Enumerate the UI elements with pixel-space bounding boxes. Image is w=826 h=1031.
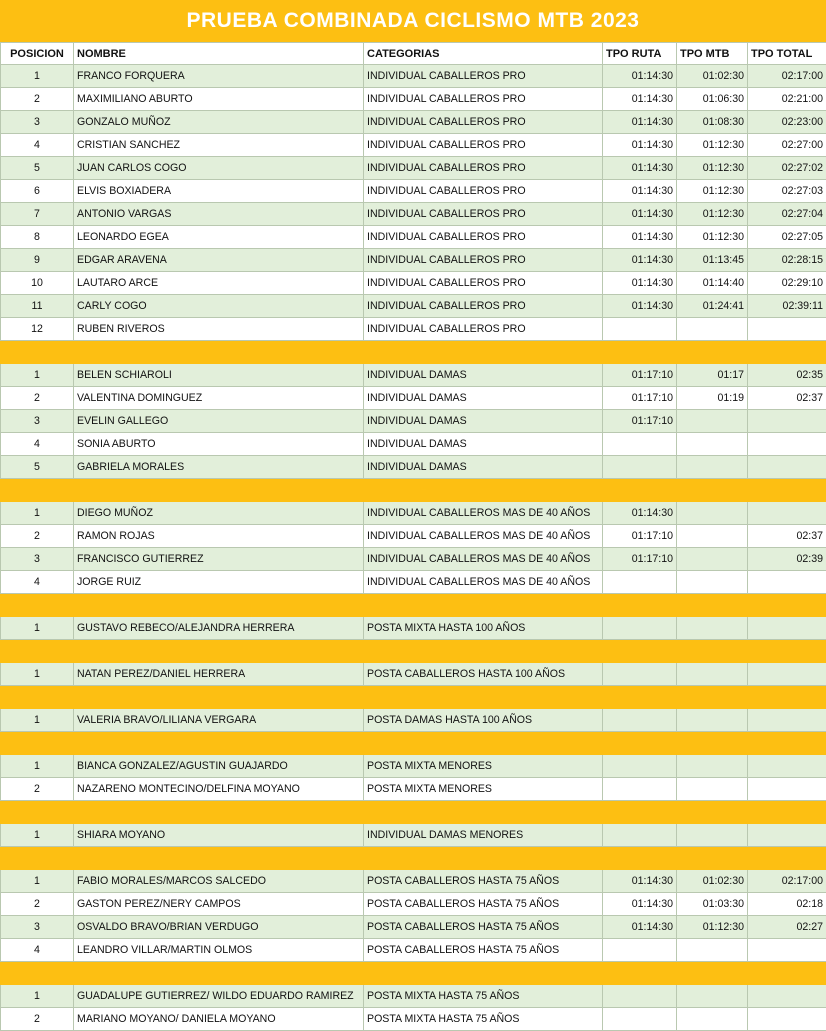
cell-tpo-total: 02:37 — [748, 387, 826, 410]
cell-posicion: 4 — [1, 939, 74, 962]
cell-tpo-total: 02:35 — [748, 364, 826, 387]
cell-categoria: POSTA MIXTA HASTA 75 AÑOS — [364, 985, 603, 1008]
table-row — [1, 502, 826, 525]
table-row — [1, 272, 826, 295]
cell-categoria: INDIVIDUAL CABALLEROS PRO — [364, 295, 603, 318]
separator-cell — [1, 341, 826, 364]
cell-tpo-total: 02:27:03 — [748, 180, 826, 203]
cell-tpo-mtb: 01:12:30 — [677, 134, 748, 157]
table-row — [1, 387, 826, 410]
table-row — [1, 456, 826, 479]
cell-categoria: INDIVIDUAL CABALLEROS PRO — [364, 111, 603, 134]
cell-tpo-total: 02:21:00 — [748, 88, 826, 111]
cell-posicion: 12 — [1, 318, 74, 341]
cell-tpo-ruta — [603, 318, 677, 341]
cell-categoria: INDIVIDUAL DAMAS — [364, 456, 603, 479]
cell-nombre: MARIANO MOYANO/ DANIELA MOYANO — [74, 1008, 364, 1031]
cell-tpo-ruta: 01:14:30 — [603, 134, 677, 157]
cell-posicion: 9 — [1, 249, 74, 272]
cell-nombre: EVELIN GALLEGO — [74, 410, 364, 433]
table-row — [1, 985, 826, 1008]
cell-tpo-mtb — [677, 410, 748, 433]
cell-nombre: GASTON PEREZ/NERY CAMPOS — [74, 893, 364, 916]
cell-tpo-mtb — [677, 755, 748, 778]
cell-categoria: POSTA MIXTA MENORES — [364, 778, 603, 801]
cell-tpo-total: 02:37 — [748, 525, 826, 548]
cell-tpo-ruta — [603, 1008, 677, 1031]
cell-categoria: INDIVIDUAL DAMAS — [364, 410, 603, 433]
cell-tpo-total: 02:23:00 — [748, 111, 826, 134]
cell-posicion: 4 — [1, 134, 74, 157]
section-separator — [1, 341, 826, 364]
cell-tpo-mtb — [677, 525, 748, 548]
cell-categoria: INDIVIDUAL CABALLEROS PRO — [364, 134, 603, 157]
table-row — [1, 295, 826, 318]
cell-nombre: VALENTINA DOMINGUEZ — [74, 387, 364, 410]
cell-posicion: 2 — [1, 88, 74, 111]
cell-posicion: 1 — [1, 755, 74, 778]
cell-posicion: 1 — [1, 824, 74, 847]
table-row — [1, 755, 826, 778]
cell-posicion: 2 — [1, 525, 74, 548]
cell-categoria: INDIVIDUAL CABALLEROS MAS DE 40 AÑOS — [364, 571, 603, 594]
cell-tpo-mtb — [677, 617, 748, 640]
cell-tpo-total — [748, 939, 826, 962]
cell-categoria: INDIVIDUAL CABALLEROS PRO — [364, 65, 603, 88]
cell-nombre: BIANCA GONZALEZ/AGUSTIN GUAJARDO — [74, 755, 364, 778]
cell-nombre: RUBEN RIVEROS — [74, 318, 364, 341]
cell-tpo-mtb — [677, 939, 748, 962]
cell-nombre: CRISTIAN SANCHEZ — [74, 134, 364, 157]
table-row — [1, 65, 826, 88]
cell-tpo-ruta: 01:17:10 — [603, 525, 677, 548]
cell-nombre: LAUTARO ARCE — [74, 272, 364, 295]
cell-nombre: ANTONIO VARGAS — [74, 203, 364, 226]
cell-posicion: 4 — [1, 433, 74, 456]
cell-tpo-mtb — [677, 456, 748, 479]
cell-posicion: 1 — [1, 65, 74, 88]
cell-tpo-ruta: 01:14:30 — [603, 502, 677, 525]
cell-tpo-mtb: 01:14:40 — [677, 272, 748, 295]
cell-tpo-ruta: 01:14:30 — [603, 870, 677, 893]
table-row — [1, 571, 826, 594]
cell-tpo-ruta: 01:14:30 — [603, 272, 677, 295]
cell-categoria: INDIVIDUAL CABALLEROS PRO — [364, 203, 603, 226]
cell-nombre: FABIO MORALES/MARCOS SALCEDO — [74, 870, 364, 893]
table-row — [1, 180, 826, 203]
cell-tpo-mtb — [677, 433, 748, 456]
cell-nombre: DIEGO MUÑOZ — [74, 502, 364, 525]
column-header-posicion: POSICION — [1, 43, 74, 65]
cell-tpo-ruta: 01:17:10 — [603, 364, 677, 387]
cell-tpo-total — [748, 617, 826, 640]
cell-posicion: 2 — [1, 778, 74, 801]
cell-posicion: 1 — [1, 617, 74, 640]
cell-tpo-ruta: 01:14:30 — [603, 157, 677, 180]
cell-nombre: SONIA ABURTO — [74, 433, 364, 456]
cell-posicion: 5 — [1, 157, 74, 180]
cell-nombre: JORGE RUIZ — [74, 571, 364, 594]
cell-posicion: 11 — [1, 295, 74, 318]
cell-tpo-ruta: 01:14:30 — [603, 65, 677, 88]
cell-tpo-total: 02:39:11 — [748, 295, 826, 318]
cell-tpo-mtb: 01:12:30 — [677, 203, 748, 226]
cell-posicion: 3 — [1, 410, 74, 433]
cell-tpo-mtb: 01:24:41 — [677, 295, 748, 318]
cell-categoria: POSTA MIXTA MENORES — [364, 755, 603, 778]
cell-categoria: INDIVIDUAL CABALLEROS PRO — [364, 88, 603, 111]
cell-tpo-mtb — [677, 778, 748, 801]
cell-tpo-mtb: 01:08:30 — [677, 111, 748, 134]
separator-cell — [1, 686, 826, 709]
cell-nombre: VALERIA BRAVO/LILIANA VERGARA — [74, 709, 364, 732]
cell-tpo-ruta — [603, 433, 677, 456]
table-row — [1, 617, 826, 640]
cell-nombre: SHIARA MOYANO — [74, 824, 364, 847]
section-separator — [1, 847, 826, 870]
cell-nombre: FRANCO FORQUERA — [74, 65, 364, 88]
cell-categoria: INDIVIDUAL CABALLEROS PRO — [364, 226, 603, 249]
cell-tpo-mtb: 01:12:30 — [677, 916, 748, 939]
cell-posicion: 3 — [1, 111, 74, 134]
cell-tpo-total — [748, 318, 826, 341]
cell-tpo-mtb — [677, 709, 748, 732]
table-row — [1, 410, 826, 433]
separator-cell — [1, 594, 826, 617]
cell-tpo-mtb: 01:03:30 — [677, 893, 748, 916]
section-separator — [1, 686, 826, 709]
cell-tpo-ruta — [603, 709, 677, 732]
cell-tpo-total — [748, 410, 826, 433]
cell-categoria: INDIVIDUAL CABALLEROS PRO — [364, 318, 603, 341]
cell-tpo-ruta — [603, 456, 677, 479]
cell-tpo-ruta — [603, 778, 677, 801]
cell-posicion: 1 — [1, 364, 74, 387]
cell-tpo-ruta: 01:17:10 — [603, 387, 677, 410]
cell-posicion: 3 — [1, 916, 74, 939]
section-separator — [1, 594, 826, 617]
cell-tpo-ruta: 01:14:30 — [603, 88, 677, 111]
cell-tpo-total: 02:27:00 — [748, 134, 826, 157]
cell-tpo-ruta — [603, 824, 677, 847]
cell-categoria: POSTA CABALLEROS HASTA 100 AÑOS — [364, 663, 603, 686]
table-row — [1, 318, 826, 341]
separator-cell — [1, 962, 826, 985]
cell-tpo-ruta: 01:14:30 — [603, 226, 677, 249]
cell-posicion: 1 — [1, 870, 74, 893]
results-table — [0, 42, 826, 1031]
table-row — [1, 111, 826, 134]
column-header-categorias: CATEGORIAS — [364, 43, 603, 65]
header-row — [1, 43, 826, 65]
cell-posicion: 8 — [1, 226, 74, 249]
results-body — [1, 65, 826, 1031]
cell-nombre: EDGAR ARAVENA — [74, 249, 364, 272]
cell-tpo-mtb — [677, 824, 748, 847]
cell-tpo-mtb: 01:12:30 — [677, 180, 748, 203]
cell-tpo-total — [748, 433, 826, 456]
cell-tpo-mtb: 01:17 — [677, 364, 748, 387]
separator-cell — [1, 640, 826, 663]
cell-categoria: INDIVIDUAL CABALLEROS MAS DE 40 AÑOS — [364, 525, 603, 548]
cell-tpo-total — [748, 663, 826, 686]
cell-nombre: BELEN SCHIAROLI — [74, 364, 364, 387]
section-separator — [1, 479, 826, 502]
cell-tpo-total: 02:18 — [748, 893, 826, 916]
cell-tpo-total — [748, 1008, 826, 1031]
cell-categoria: INDIVIDUAL DAMAS — [364, 433, 603, 456]
table-row — [1, 663, 826, 686]
cell-tpo-total: 02:27:04 — [748, 203, 826, 226]
cell-nombre: CARLY COGO — [74, 295, 364, 318]
cell-categoria: INDIVIDUAL CABALLEROS MAS DE 40 AÑOS — [364, 548, 603, 571]
separator-cell — [1, 847, 826, 870]
cell-tpo-mtb: 01:13:45 — [677, 249, 748, 272]
table-row — [1, 1008, 826, 1031]
cell-tpo-mtb — [677, 548, 748, 571]
table-row — [1, 824, 826, 847]
cell-posicion: 5 — [1, 456, 74, 479]
cell-tpo-total — [748, 456, 826, 479]
section-separator — [1, 640, 826, 663]
cell-tpo-mtb — [677, 985, 748, 1008]
cell-categoria: POSTA CABALLEROS HASTA 75 AÑOS — [364, 870, 603, 893]
cell-categoria: INDIVIDUAL DAMAS — [364, 387, 603, 410]
cell-categoria: POSTA MIXTA HASTA 75 AÑOS — [364, 1008, 603, 1031]
section-separator — [1, 962, 826, 985]
cell-posicion: 10 — [1, 272, 74, 295]
cell-tpo-total: 02:27 — [748, 916, 826, 939]
table-row — [1, 203, 826, 226]
cell-tpo-ruta: 01:14:30 — [603, 180, 677, 203]
cell-tpo-ruta: 01:17:10 — [603, 548, 677, 571]
cell-tpo-total — [748, 985, 826, 1008]
cell-categoria: INDIVIDUAL CABALLEROS PRO — [364, 249, 603, 272]
table-row — [1, 134, 826, 157]
cell-posicion: 1 — [1, 502, 74, 525]
cell-tpo-total: 02:39 — [748, 548, 826, 571]
cell-tpo-mtb: 01:06:30 — [677, 88, 748, 111]
cell-categoria: INDIVIDUAL CABALLEROS PRO — [364, 180, 603, 203]
section-separator — [1, 732, 826, 755]
cell-nombre: JUAN CARLOS COGO — [74, 157, 364, 180]
separator-cell — [1, 732, 826, 755]
table-row — [1, 249, 826, 272]
cell-tpo-total — [748, 824, 826, 847]
cell-categoria: POSTA CABALLEROS HASTA 75 AÑOS — [364, 893, 603, 916]
cell-categoria: POSTA MIXTA HASTA 100 AÑOS — [364, 617, 603, 640]
cell-tpo-total — [748, 778, 826, 801]
cell-nombre: GUSTAVO REBECO/ALEJANDRA HERRERA — [74, 617, 364, 640]
cell-posicion: 3 — [1, 548, 74, 571]
cell-tpo-mtb: 01:19 — [677, 387, 748, 410]
cell-tpo-total: 02:27:05 — [748, 226, 826, 249]
cell-nombre: GABRIELA MORALES — [74, 456, 364, 479]
cell-nombre: ELVIS BOXIADERA — [74, 180, 364, 203]
cell-posicion: 1 — [1, 985, 74, 1008]
cell-tpo-total: 02:29:10 — [748, 272, 826, 295]
cell-tpo-total — [748, 571, 826, 594]
cell-posicion: 7 — [1, 203, 74, 226]
cell-tpo-ruta — [603, 755, 677, 778]
cell-tpo-ruta — [603, 663, 677, 686]
table-row — [1, 548, 826, 571]
table-row — [1, 939, 826, 962]
cell-nombre: NATAN PEREZ/DANIEL HERRERA — [74, 663, 364, 686]
cell-categoria: INDIVIDUAL CABALLEROS PRO — [364, 272, 603, 295]
cell-categoria: POSTA CABALLEROS HASTA 75 AÑOS — [364, 939, 603, 962]
cell-tpo-mtb — [677, 502, 748, 525]
cell-nombre: NAZARENO MONTECINO/DELFINA MOYANO — [74, 778, 364, 801]
cell-tpo-mtb: 01:12:30 — [677, 226, 748, 249]
cell-categoria: INDIVIDUAL CABALLEROS PRO — [364, 157, 603, 180]
cell-nombre: LEONARDO EGEA — [74, 226, 364, 249]
cell-tpo-mtb — [677, 318, 748, 341]
cell-posicion: 2 — [1, 387, 74, 410]
cell-tpo-mtb: 01:02:30 — [677, 870, 748, 893]
column-header-tpo-total: TPO TOTAL — [748, 43, 826, 65]
column-header-tpo-ruta: TPO RUTA — [603, 43, 677, 65]
cell-tpo-total — [748, 502, 826, 525]
cell-categoria: POSTA CABALLEROS HASTA 75 AÑOS — [364, 916, 603, 939]
table-row — [1, 433, 826, 456]
cell-tpo-ruta: 01:14:30 — [603, 893, 677, 916]
cell-posicion: 2 — [1, 1008, 74, 1031]
cell-posicion: 2 — [1, 893, 74, 916]
table-row — [1, 870, 826, 893]
cell-tpo-ruta: 01:14:30 — [603, 203, 677, 226]
cell-tpo-total — [748, 755, 826, 778]
page-title: PRUEBA COMBINADA CICLISMO MTB 2023 — [0, 0, 826, 42]
cell-tpo-ruta — [603, 985, 677, 1008]
cell-tpo-total: 02:17:00 — [748, 870, 826, 893]
cell-posicion: 1 — [1, 663, 74, 686]
cell-nombre: OSVALDO BRAVO/BRIAN VERDUGO — [74, 916, 364, 939]
cell-posicion: 1 — [1, 709, 74, 732]
separator-cell — [1, 801, 826, 824]
cell-categoria: INDIVIDUAL DAMAS — [364, 364, 603, 387]
cell-nombre: MAXIMILIANO ABURTO — [74, 88, 364, 111]
column-header-nombre: NOMBRE — [74, 43, 364, 65]
cell-categoria: POSTA DAMAS HASTA 100 AÑOS — [364, 709, 603, 732]
cell-tpo-total: 02:17:00 — [748, 65, 826, 88]
cell-tpo-mtb: 01:02:30 — [677, 65, 748, 88]
cell-categoria: INDIVIDUAL CABALLEROS MAS DE 40 AÑOS — [364, 502, 603, 525]
cell-tpo-ruta: 01:14:30 — [603, 916, 677, 939]
cell-tpo-ruta: 01:17:10 — [603, 410, 677, 433]
cell-nombre: GUADALUPE GUTIERREZ/ WILDO EDUARDO RAMIREZ — [74, 985, 364, 1008]
cell-nombre: LEANDRO VILLAR/MARTIN OLMOS — [74, 939, 364, 962]
table-row — [1, 364, 826, 387]
table-row — [1, 778, 826, 801]
cell-tpo-mtb — [677, 1008, 748, 1031]
cell-posicion: 6 — [1, 180, 74, 203]
cell-tpo-mtb: 01:12:30 — [677, 157, 748, 180]
cell-tpo-ruta: 01:14:30 — [603, 295, 677, 318]
table-row — [1, 88, 826, 111]
cell-tpo-mtb — [677, 663, 748, 686]
separator-cell — [1, 479, 826, 502]
cell-nombre: GONZALO MUÑOZ — [74, 111, 364, 134]
cell-tpo-total: 02:28:15 — [748, 249, 826, 272]
cell-tpo-ruta: 01:14:30 — [603, 111, 677, 134]
cell-tpo-ruta — [603, 571, 677, 594]
cell-tpo-ruta — [603, 939, 677, 962]
cell-categoria: INDIVIDUAL DAMAS MENORES — [364, 824, 603, 847]
cell-posicion: 4 — [1, 571, 74, 594]
column-header-tpo-mtb: TPO MTB — [677, 43, 748, 65]
cell-tpo-ruta — [603, 617, 677, 640]
cell-tpo-ruta: 01:14:30 — [603, 249, 677, 272]
section-separator — [1, 801, 826, 824]
table-row — [1, 157, 826, 180]
table-row — [1, 893, 826, 916]
cell-nombre: RAMON ROJAS — [74, 525, 364, 548]
cell-tpo-mtb — [677, 571, 748, 594]
cell-tpo-total: 02:27:02 — [748, 157, 826, 180]
table-row — [1, 916, 826, 939]
table-row — [1, 226, 826, 249]
table-row — [1, 525, 826, 548]
cell-nombre: FRANCISCO GUTIERREZ — [74, 548, 364, 571]
table-row — [1, 709, 826, 732]
cell-tpo-total — [748, 709, 826, 732]
